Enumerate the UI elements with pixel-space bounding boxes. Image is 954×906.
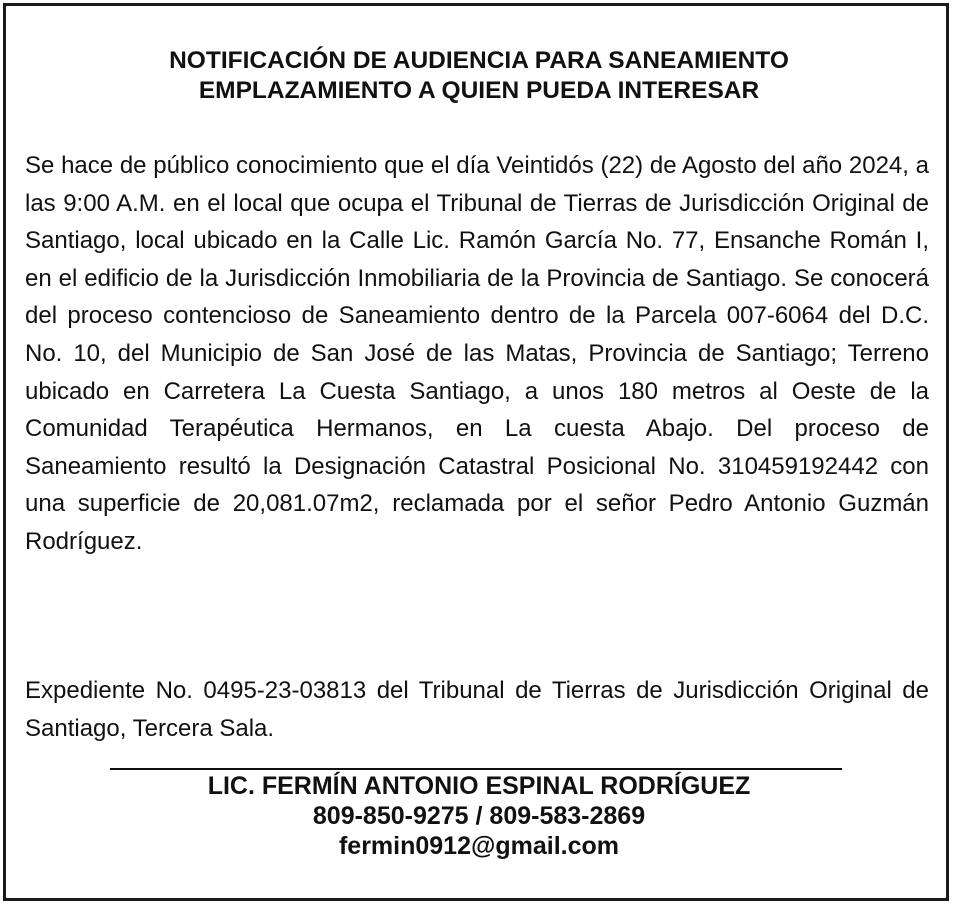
title-line-1: NOTIFICACIÓN DE AUDIENCIA PARA SANEAMIENTO [169,47,789,74]
signature-block [6,771,952,861]
notice-frame [3,3,949,901]
signer-email: fermin0912@gmail.com [338,832,620,860]
notice-title [6,46,952,106]
signature-line [110,768,842,770]
signer-name: LIC. FERMÍN ANTONIO ESPINAL RODRÍGUEZ [207,772,751,800]
case-file-paragraph: Expediente No. 0495-23-03813 del Tribunal de Tierras de Jurisdicción Original de Santiago, Tercera Sala. [25,677,929,742]
notice-body-paragraph: Se hace de público conocimiento que el día Veintidós (22) de Agosto del año 2024, a las 9:00 A.M. en el local que ocupa el Tribunal de Tierras de Jurisdicción Original de Santiago, local ubicado en la Calle Lic. Ramón García No. 77, Ensanche Román I, en el edificio de la Jurisdicción Inmobiliaria de la Provincia de Santiago. Se conocerá del proceso contencioso de Saneamiento dentro de la Parcela 007-6064 del D.C. No. 10, del Municipio de San José de las Matas, Provincia de Santiago; Terreno ubicado en Carretera La Cuesta Santiago, a unos 180 metros al Oeste de la Comunidad Terapéutica Hermanos, en La cuesta Abajo. Del proceso de Saneamiento resultó la Designación Catastral Posicional No. 310459192442 con una superficie de 20,081.07m2, reclamada por el señor Pedro Antonio Guzmán Rodríguez. [25,152,929,555]
title-line-2: EMPLAZAMIENTO A QUIEN PUEDA INTERESAR [198,77,760,104]
signer-phones: 809-850-9275 / 809-583-2869 [312,802,646,830]
